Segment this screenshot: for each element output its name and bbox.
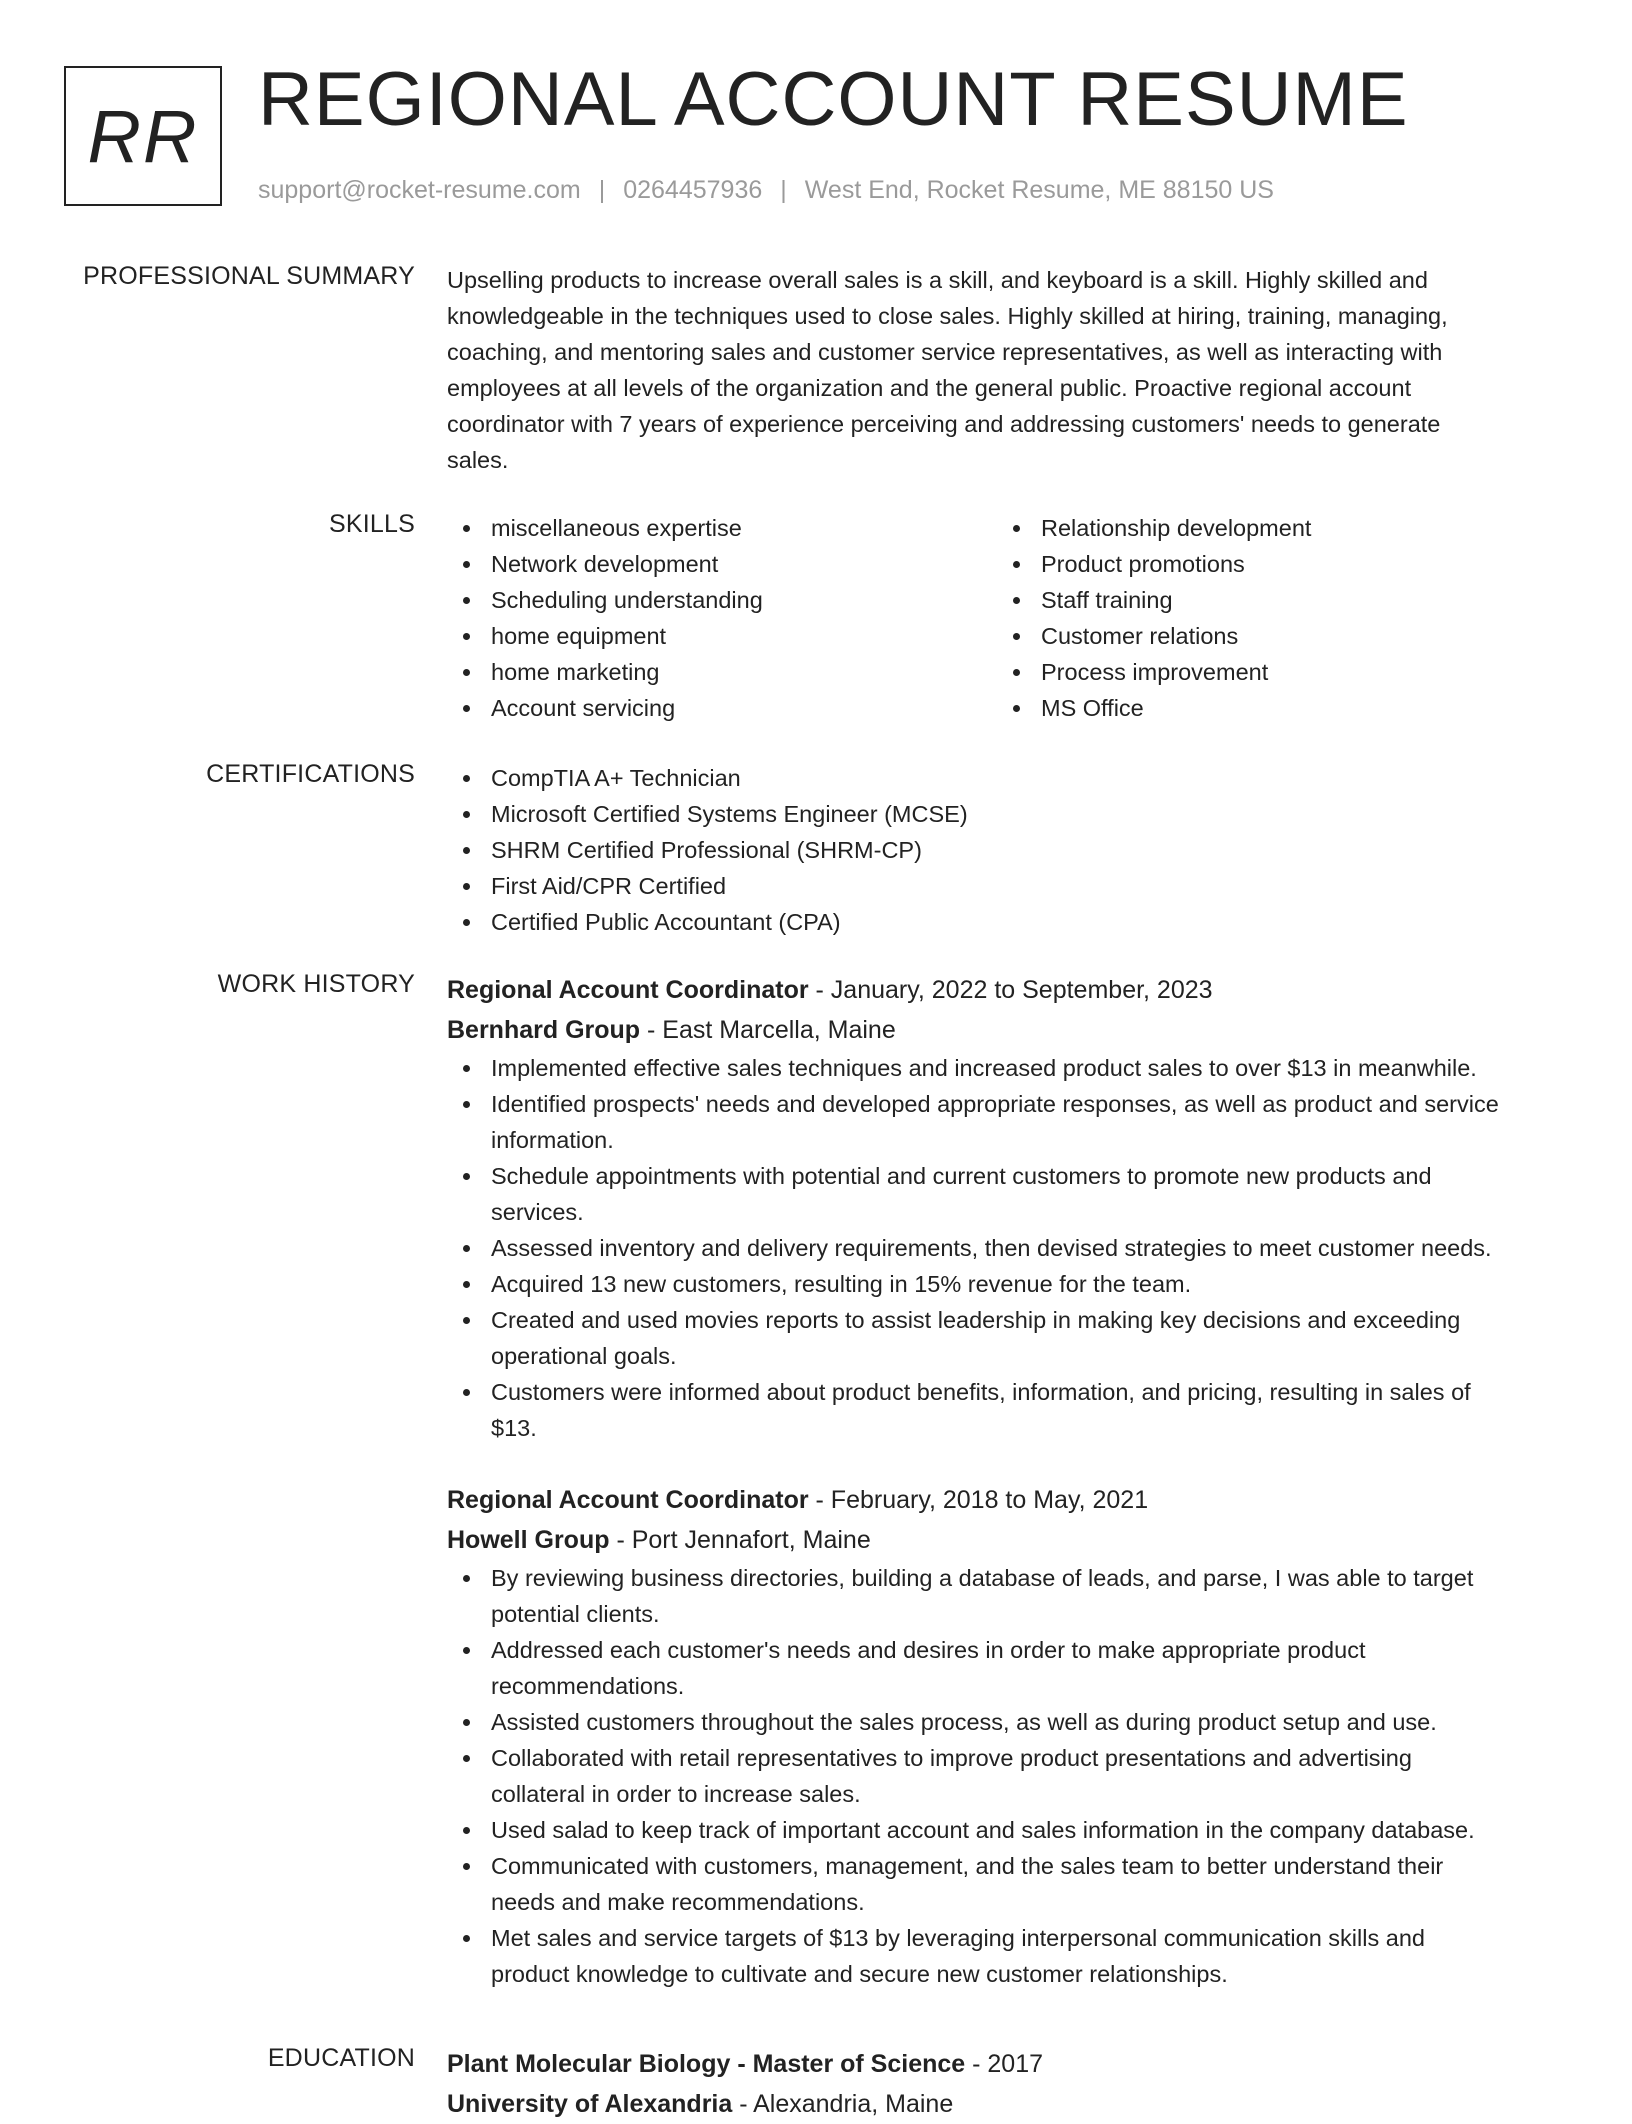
summary-line: employees at all levels of the organization and the general public. Proactive regional account xyxy=(447,375,1412,401)
skill-item: Product promotions xyxy=(997,546,1547,582)
job-heading xyxy=(447,970,1562,1010)
skill-item: MS Office xyxy=(997,690,1547,726)
contact-line xyxy=(258,176,1274,205)
skill-item: Customer relations xyxy=(997,618,1547,654)
summary-line: knowledgeable in the techniques used to close sales. Highly skilled at hiring, training, managing, xyxy=(447,303,1448,329)
contact-phone: 0264457936 xyxy=(623,176,763,204)
resume-title: REGIONAL ACCOUNT RESUME xyxy=(258,57,1409,142)
skill-item: Process improvement xyxy=(997,654,1547,690)
certifications-body xyxy=(447,760,1562,940)
education-body xyxy=(447,2044,1562,2124)
skill-item: home equipment xyxy=(447,618,997,654)
education-degree: Plant Molecular Biology - Master of Science xyxy=(447,2050,966,2078)
summary-line: coordinator with 7 years of experience perceiving and addressing customers' needs to generate xyxy=(447,411,1441,437)
summary-text xyxy=(447,262,1562,478)
bullet-line: Identified prospects' needs and developed appropriate responses, as well as product and service xyxy=(491,1091,1499,1117)
skill-item: home marketing xyxy=(447,654,997,690)
job-bullet xyxy=(447,1374,1562,1446)
job-role: Regional Account Coordinator xyxy=(447,1486,809,1514)
skills-list-left xyxy=(447,510,997,726)
bullet-line: needs and make recommendations. xyxy=(491,1889,865,1915)
bullet-line: Created and used movies reports to assist leadership in making key decisions and exceeding xyxy=(491,1307,1461,1333)
bullet-line: Schedule appointments with potential and current customers to promote new products and xyxy=(491,1163,1432,1189)
job-bullets xyxy=(447,1050,1562,1446)
job-bullet xyxy=(447,1740,1562,1812)
bullet-line: collateral in order to increase sales. xyxy=(491,1781,861,1807)
education-year: - 2017 xyxy=(965,2050,1044,2078)
skill-item: Relationship development xyxy=(997,510,1547,546)
job-bullet xyxy=(447,1704,1562,1740)
bullet-line: recommendations. xyxy=(491,1673,685,1699)
bullet-line: information. xyxy=(491,1127,614,1153)
bullet-line: Implemented effective sales techniques and increased product sales to over $13 in meanwhile. xyxy=(491,1055,1477,1081)
section-label-education: EDUCATION xyxy=(267,2044,415,2072)
job-bullet xyxy=(447,1560,1562,1632)
job-company-line xyxy=(447,1520,1562,1560)
job-bullet xyxy=(447,1230,1562,1266)
job-role: Regional Account Coordinator xyxy=(447,976,809,1004)
skill-item: miscellaneous expertise xyxy=(447,510,997,546)
certification-item: Certified Public Accountant (CPA) xyxy=(447,904,1562,940)
skills-list-right xyxy=(997,510,1547,726)
work-history-body xyxy=(447,970,1562,1992)
job-bullet xyxy=(447,1812,1562,1848)
monogram-box xyxy=(64,66,222,206)
job-bullet xyxy=(447,1848,1562,1920)
certifications-list xyxy=(447,760,1562,940)
contact-address: West End, Rocket Resume, ME 88150 US xyxy=(804,176,1274,204)
certification-item: First Aid/CPR Certified xyxy=(447,868,1562,904)
job-bullets xyxy=(447,1560,1562,1992)
contact-separator: | xyxy=(598,176,606,204)
job-company: Bernhard Group xyxy=(447,1016,641,1044)
job-location: - Port Jennafort, Maine xyxy=(609,1526,871,1554)
bullet-line: Addressed each customer's needs and desires in order to make appropriate product xyxy=(491,1637,1366,1663)
job-bullet xyxy=(447,1266,1562,1302)
job-bullet xyxy=(447,1050,1562,1086)
bullet-line: Collaborated with retail representatives to improve product presentations and advertising xyxy=(491,1745,1412,1771)
job-bullet xyxy=(447,1086,1562,1158)
skill-item: Network development xyxy=(447,546,997,582)
skills-columns xyxy=(447,510,1562,726)
bullet-line: Communicated with customers, management, and the sales team to better understand their xyxy=(491,1853,1444,1879)
certification-item: SHRM Certified Professional (SHRM-CP) xyxy=(447,832,1562,868)
bullet-line: Assessed inventory and delivery requirements, then devised strategies to meet customer needs. xyxy=(491,1235,1492,1261)
bullet-line: By reviewing business directories, building a database of leads, and parse, I was able to target xyxy=(491,1565,1474,1591)
bullet-line: $13. xyxy=(491,1415,537,1441)
skill-item: Staff training xyxy=(997,582,1547,618)
bullet-line: services. xyxy=(491,1199,584,1225)
bullet-line: potential clients. xyxy=(491,1601,660,1627)
job-entry xyxy=(447,1480,1562,1992)
monogram-initials: RR xyxy=(87,94,199,178)
section-label-work-history: WORK HISTORY xyxy=(217,970,415,998)
education-location: - Alexandria, Maine xyxy=(732,2090,954,2118)
job-bullet xyxy=(447,1632,1562,1704)
skill-item: Scheduling understanding xyxy=(447,582,997,618)
education-school: University of Alexandria xyxy=(447,2090,733,2118)
job-bullet xyxy=(447,1920,1562,1992)
education-degree-line xyxy=(447,2044,1562,2084)
bullet-line: product knowledge to cultivate and secure new customer relationships. xyxy=(491,1961,1228,1987)
job-dates: - January, 2022 to September, 2023 xyxy=(808,976,1213,1004)
skill-item: Account servicing xyxy=(447,690,997,726)
certification-item: CompTIA A+ Technician xyxy=(447,760,1562,796)
section-label-certifications: CERTIFICATIONS xyxy=(206,760,415,788)
bullet-line: Acquired 13 new customers, resulting in 15% revenue for the team. xyxy=(491,1271,1192,1297)
contact-email: support@rocket-resume.com xyxy=(258,176,581,204)
job-dates: - February, 2018 to May, 2021 xyxy=(808,1486,1149,1514)
bullet-line: Met sales and service targets of $13 by leveraging interpersonal communication skills and xyxy=(491,1925,1425,1951)
certification-item: Microsoft Certified Systems Engineer (MCSE) xyxy=(447,796,1562,832)
job-entry xyxy=(447,970,1562,1446)
section-label-skills: SKILLS xyxy=(329,510,415,538)
summary-line: sales. xyxy=(447,447,509,473)
contact-separator: | xyxy=(780,176,787,204)
job-heading xyxy=(447,1480,1562,1520)
bullet-line: Used salad to keep track of important account and sales information in the company database. xyxy=(491,1817,1475,1843)
summary-line: Upselling products to increase overall sales is a skill, and keyboard is a skill. Highly skilled and xyxy=(447,267,1428,293)
bullet-line: Assisted customers throughout the sales process, as well as during product setup and use. xyxy=(491,1709,1437,1735)
job-bullet xyxy=(447,1158,1562,1230)
job-location: - East Marcella, Maine xyxy=(640,1016,896,1044)
job-company-line xyxy=(447,1010,1562,1050)
education-school-line xyxy=(447,2084,1562,2124)
job-company: Howell Group xyxy=(447,1526,610,1554)
section-label-summary: PROFESSIONAL SUMMARY xyxy=(83,262,415,290)
summary-line: coaching, and mentoring sales and customer service representatives, as well as interacting with xyxy=(447,339,1443,365)
bullet-line: operational goals. xyxy=(491,1343,677,1369)
bullet-line: Customers were informed about product benefits, information, and pricing, resulting in sales of xyxy=(491,1379,1471,1405)
job-bullet xyxy=(447,1302,1562,1374)
